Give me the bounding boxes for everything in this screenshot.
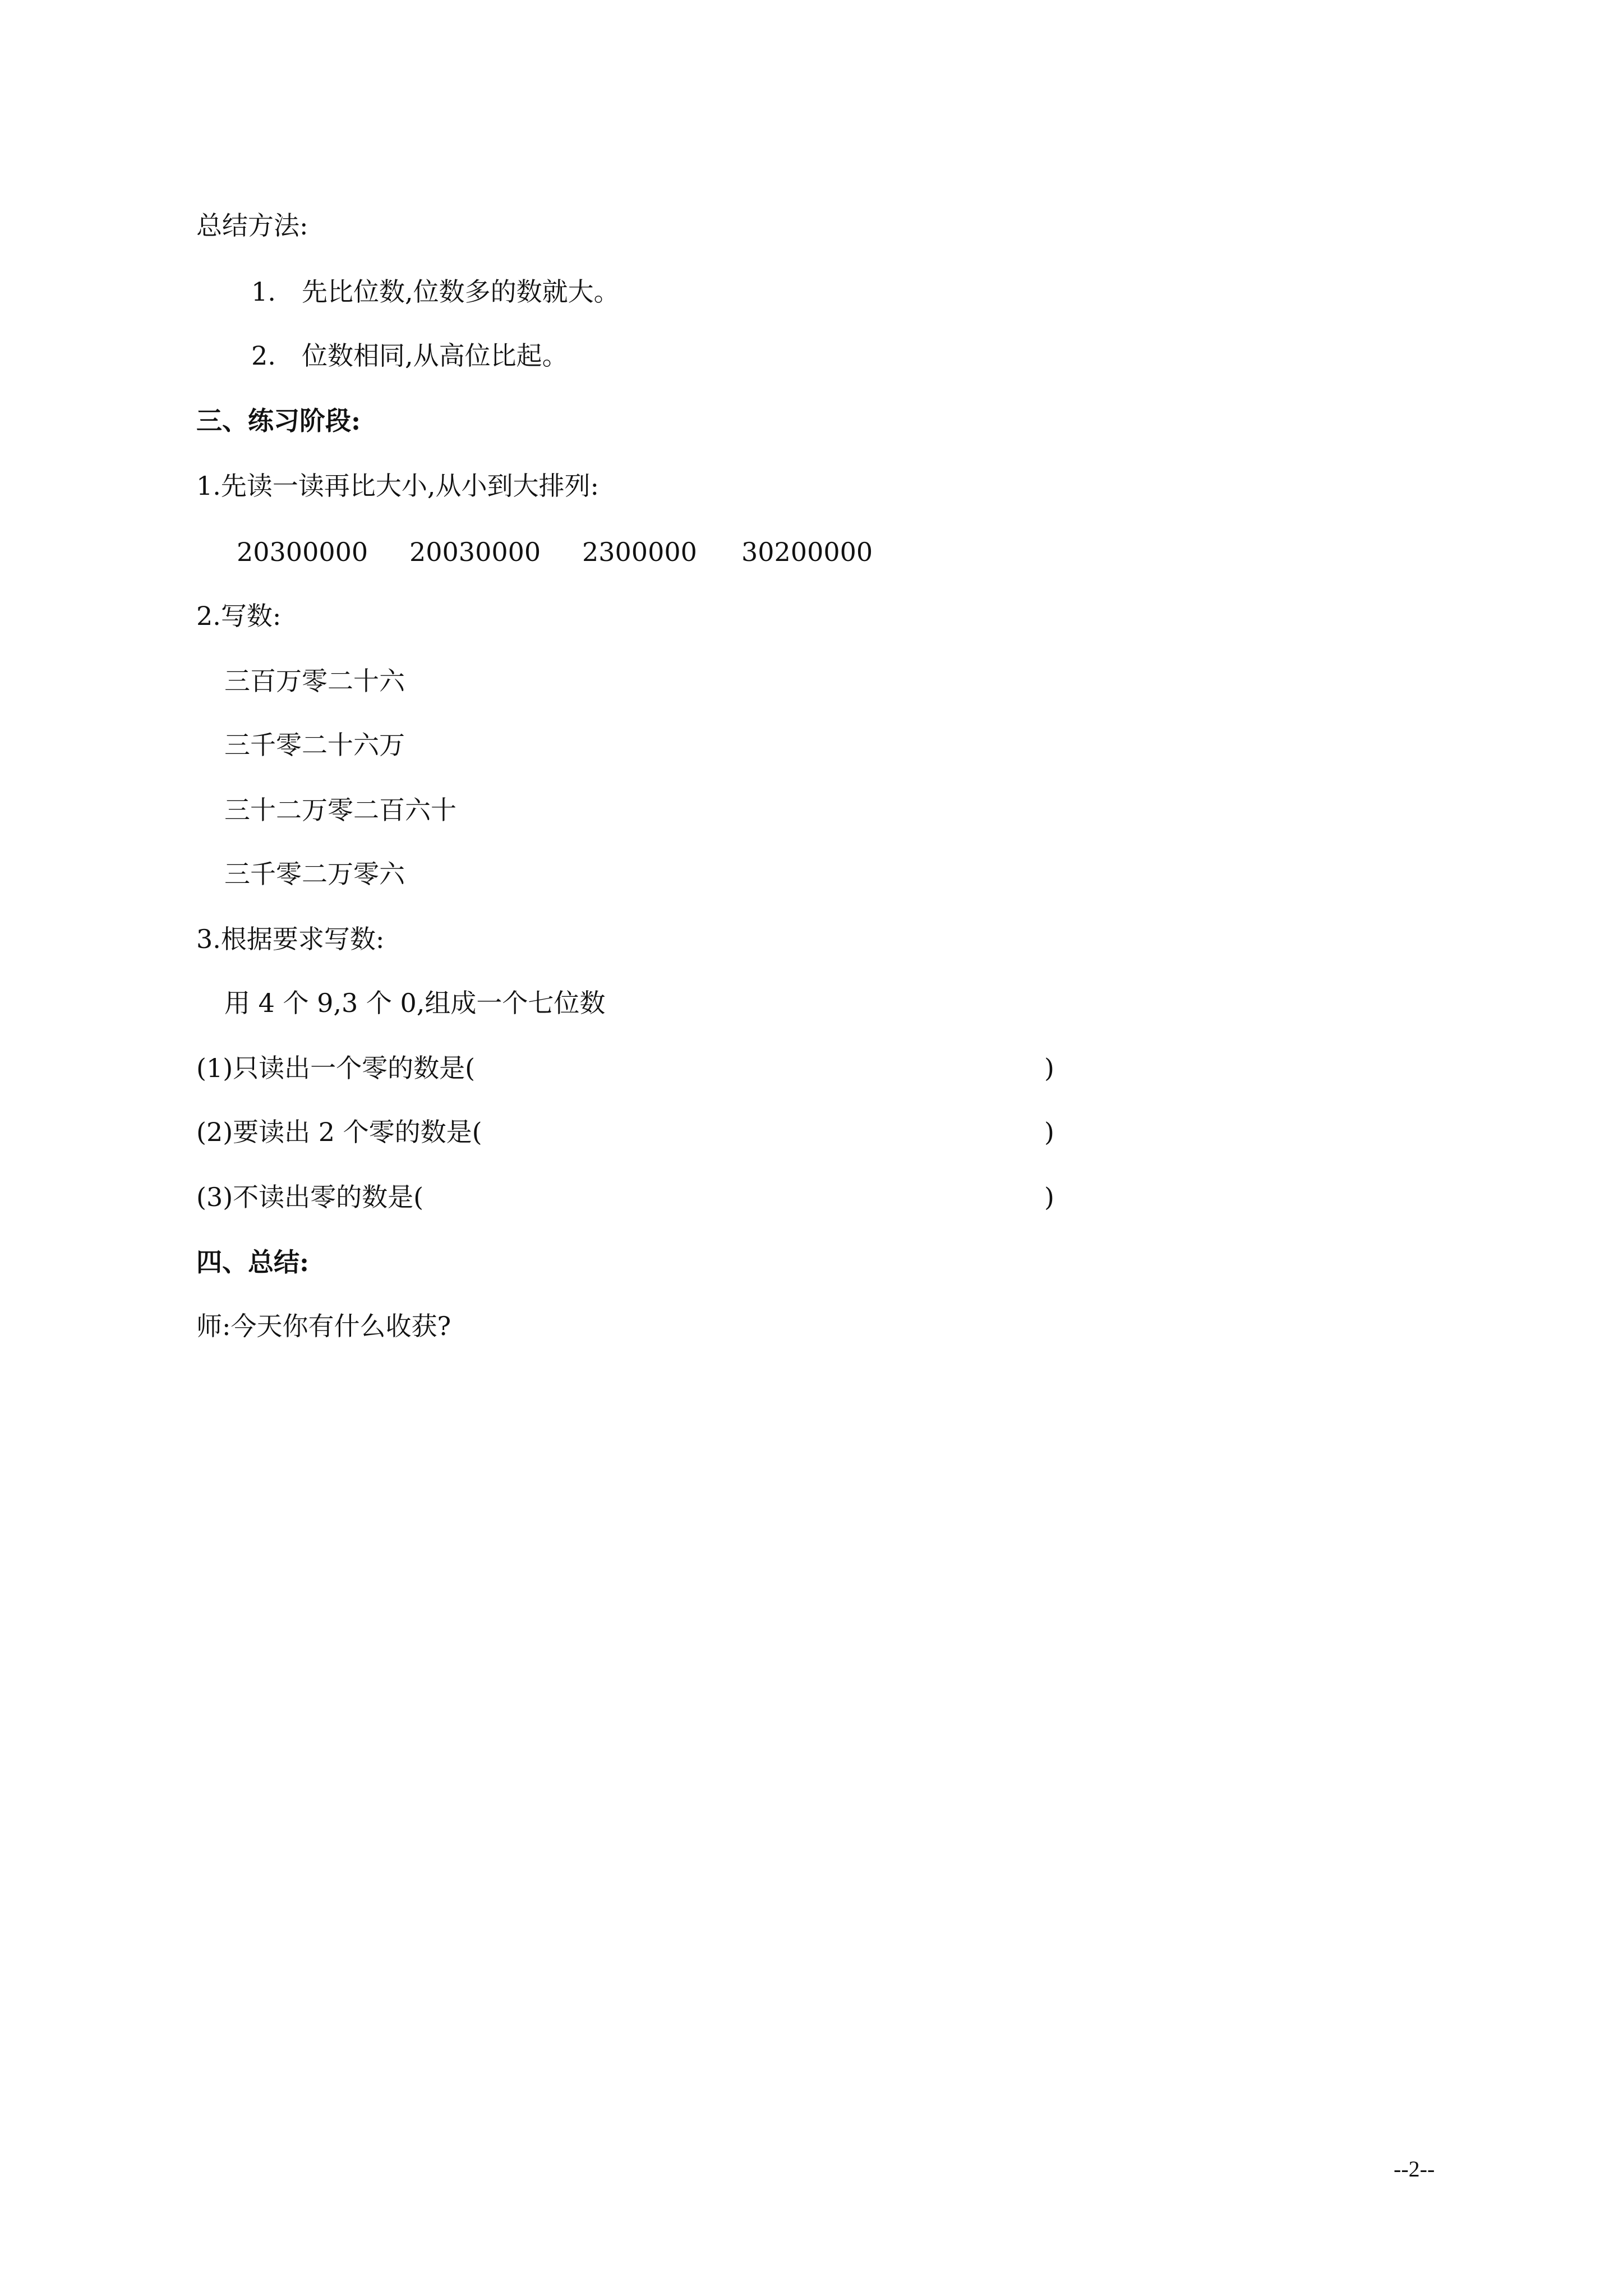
number-2: 20030000 xyxy=(409,537,541,567)
write-number-item-4: 三千零二万零六 xyxy=(224,859,405,889)
answer-prompt-3: (3)不读出零的数是( xyxy=(196,1182,424,1212)
question3-prompt: 3.根据要求写数: xyxy=(196,924,385,954)
summary-item-2-number: 2. xyxy=(251,341,276,371)
write-number-item-3: 三十二万零二百六十 xyxy=(224,795,457,825)
summary-item-1-number: 1. xyxy=(251,277,276,307)
write-number-item-1: 三百万零二十六 xyxy=(224,666,405,696)
page-number: --2-- xyxy=(1394,2156,1435,2182)
summary-item-2-text: 位数相同,从高位比起。 xyxy=(302,341,568,371)
section4-text: 师:今天你有什么收获? xyxy=(196,1311,451,1341)
summary-heading: 总结方法: xyxy=(196,210,308,241)
question2-prompt: 2.写数: xyxy=(196,601,282,631)
summary-item-1-text: 先比位数,位数多的数就大。 xyxy=(302,277,620,307)
number-1: 20300000 xyxy=(237,537,368,567)
answer-blank-3-close: ) xyxy=(1044,1182,1054,1212)
question3-subtext: 用 4 个 9,3 个 0,组成一个七位数 xyxy=(224,988,606,1018)
section3-heading: 三、练习阶段: xyxy=(196,406,361,436)
answer-blank-1-close: ) xyxy=(1044,1053,1054,1083)
write-number-item-2: 三千零二十六万 xyxy=(224,730,405,760)
answer-prompt-1: (1)只读出一个零的数是( xyxy=(196,1053,476,1083)
answer-prompt-2: (2)要读出 2 个零的数是( xyxy=(196,1117,482,1147)
answer-blank-2-close: ) xyxy=(1044,1117,1054,1147)
number-3: 2300000 xyxy=(582,537,697,567)
question1-prompt: 1.先读一读再比大小,从小到大排列: xyxy=(196,471,600,501)
number-4: 30200000 xyxy=(741,537,873,567)
section4-heading: 四、总结: xyxy=(196,1247,309,1277)
